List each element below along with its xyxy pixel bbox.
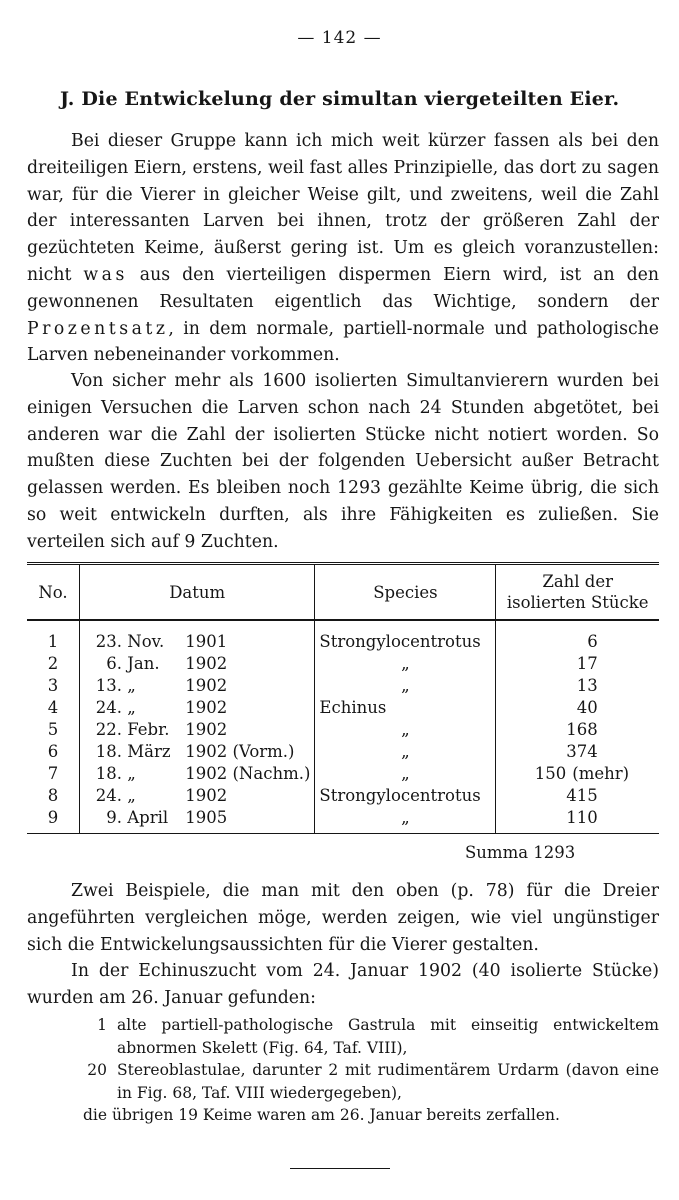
list-item-count: 1 — [97, 1016, 107, 1034]
cell-datum — [80, 807, 315, 834]
table-row — [27, 719, 659, 741]
date-month: „ — [127, 676, 136, 695]
date-day: 18. — [95, 764, 122, 783]
date-month: März — [127, 742, 171, 761]
section-heading: J. Die Entwickelung der simultan viergeteilten Eier. — [60, 88, 620, 110]
date-year: 1902 (Nachm.) — [185, 764, 311, 783]
cell-no: 7 — [27, 763, 80, 785]
cell-species: Strongylocentrotus — [315, 785, 496, 807]
table-row — [27, 807, 659, 834]
cell-no: 4 — [27, 697, 80, 719]
date-year: 1902 — [185, 698, 228, 717]
cell-no: 1 — [27, 620, 80, 653]
table-row — [27, 741, 659, 763]
count-value: 415 — [566, 786, 598, 805]
cultures-table — [27, 562, 659, 834]
list-item-text: alte partiell-pathologische Gastrula mit einseitig entwickeltem abnormen Skelett (Fig. 64, Taf. VIII), — [117, 1016, 659, 1057]
date-month: Jan. — [127, 654, 160, 673]
text-run: Bei dieser Gruppe kann ich mich weit kürzer fassen als bei den dreiteiligen Eiern, erstens, weil fast alles Prinzipielle, das dort zu sagen war, für die Vierer in gleicher Weise gilt, und zweitens, weil die Zahl der interessanten Larven bei ihnen, trotz der größeren Zahl der gezüchteten Keime, äußerst gering ist. Um es gleich voranzustellen: nicht — [27, 131, 659, 285]
date-year: 1902 — [185, 720, 228, 739]
cell-count — [496, 697, 659, 719]
date-year: 1902 — [185, 654, 228, 673]
paragraph-overview — [27, 368, 659, 556]
date-year: 1902 — [185, 786, 228, 805]
emphasis-was: was — [83, 264, 128, 285]
table-row — [27, 675, 659, 697]
header-datum: Datum — [80, 564, 315, 621]
header-no: No. — [27, 564, 80, 621]
header-zahl-line2: isolierten Stücke — [506, 593, 649, 612]
cell-datum — [80, 763, 315, 785]
table-row — [27, 620, 659, 653]
date-day: 22. — [95, 720, 122, 739]
date-day: 24. — [95, 698, 122, 717]
table-row — [27, 697, 659, 719]
cell-no: 6 — [27, 741, 80, 763]
list-item-count: 20 — [87, 1061, 107, 1079]
cell-count — [496, 675, 659, 697]
cell-datum — [80, 697, 315, 719]
list-closing-line: die übrigen 19 Keime waren am 26. Januar bereits zerfallen. — [83, 1106, 560, 1124]
cell-count — [496, 653, 659, 675]
page-number: — 142 — — [297, 28, 382, 48]
paragraph-text: Von sicher mehr als 1600 isolierten Simultanvierern wurden bei einigen Versuchen die Larven schon nach 24 Stunden abgetötet, bei anderen war die Zahl der isolierten Stücke nicht notiert worden. So mußten diese Zuchten bei der folgenden Uebersicht außer Betracht gelassen werden. Es bleiben noch 1293 gezählte Keime übrig, die sich so weit entwickeln durften, als ihre Fähigkeiten es zuließen. Sie verteilen sich auf 9 Zuchten. — [27, 371, 659, 552]
date-year: 1905 — [185, 808, 228, 827]
date-year: 1901 — [185, 632, 228, 651]
cell-count — [496, 807, 659, 834]
list-item-text: Stereoblastulae, darunter 2 mit rudimentärem Urdarm (davon eine in Fig. 68, Taf. VIII wiedergegeben), — [117, 1061, 659, 1102]
cell-count — [496, 763, 659, 785]
cell-datum — [80, 620, 315, 653]
cell-datum — [80, 675, 315, 697]
header-species: Species — [315, 564, 496, 621]
date-month: April — [127, 808, 169, 827]
date-year: 1902 (Vorm.) — [185, 742, 295, 761]
date-month: „ — [127, 786, 136, 805]
count-value: 17 — [576, 654, 598, 673]
date-day: 23. — [95, 632, 122, 651]
list-item — [27, 1014, 659, 1059]
cell-datum — [80, 653, 315, 675]
count-value: 374 — [566, 742, 598, 761]
count-note: (mehr) — [572, 764, 630, 783]
date-day: 18. — [95, 742, 122, 761]
count-value: 40 — [576, 698, 598, 717]
date-day: 6. — [106, 654, 122, 673]
cell-no: 8 — [27, 785, 80, 807]
paragraph-text: Zwei Beispiele, die man mit den oben (p. 78) für die Dreier angeführten vergleichen möge, werden zeigen, wie viel ungünstiger sich die Entwickelungsaussichten für die Vierer gestalten. — [27, 881, 659, 955]
date-month: „ — [127, 764, 136, 783]
date-month: Nov. — [127, 632, 165, 651]
paragraph-text: In der Echinuszucht vom 24. Januar 1902 (40 isolierte Stücke) wurden am 26. Januar gefunden: — [27, 961, 659, 1008]
date-day: 13. — [95, 676, 122, 695]
cell-species: Echinus — [315, 697, 496, 719]
cell-species: „ — [315, 719, 496, 741]
table-row — [27, 763, 659, 785]
table-body — [27, 620, 659, 834]
count-value: 6 — [587, 632, 598, 651]
count-value: 150 — [534, 764, 567, 783]
paragraph-intro — [27, 128, 659, 369]
table-header-row — [27, 564, 659, 621]
text-run: aus den vierteiligen dispermen Eiern wird, ist an den gewonnenen Resultaten eigentlich das Wichtige, sondern der — [27, 264, 659, 312]
cell-datum — [80, 741, 315, 763]
date-year: 1902 — [185, 676, 228, 695]
cell-datum — [80, 719, 315, 741]
count-value: 13 — [576, 676, 598, 695]
findings-list — [27, 1014, 659, 1127]
paragraph-examples — [27, 878, 659, 958]
cell-count — [496, 785, 659, 807]
date-month: Febr. — [127, 720, 170, 739]
cell-species: „ — [315, 675, 496, 697]
table-summa: Summa 1293 — [465, 843, 576, 862]
cell-count — [496, 741, 659, 763]
table-row — [27, 785, 659, 807]
header-zahl-line1: Zahl der — [542, 572, 614, 591]
cell-no: 9 — [27, 807, 80, 834]
emphasis-prozentsatz: Prozentsatz — [27, 318, 169, 339]
date-day: 24. — [95, 786, 122, 805]
cell-count — [496, 620, 659, 653]
cell-count — [496, 719, 659, 741]
table-row — [27, 653, 659, 675]
paragraph-echinus — [27, 958, 659, 1012]
cell-species: „ — [315, 763, 496, 785]
list-item — [27, 1059, 659, 1104]
cell-no: 2 — [27, 653, 80, 675]
count-value: 168 — [566, 720, 598, 739]
date-month: „ — [127, 698, 136, 717]
cell-no: 5 — [27, 719, 80, 741]
cell-species: „ — [315, 807, 496, 834]
count-value: 110 — [566, 808, 598, 827]
cell-species: „ — [315, 653, 496, 675]
end-rule — [290, 1168, 390, 1169]
cell-species: Strongylocentrotus — [315, 620, 496, 653]
date-day: 9. — [106, 808, 122, 827]
header-zahl — [496, 564, 659, 621]
text-run: , in dem normale, partiell-normale und pathologische Larven nebeneinander vorkommen. — [27, 318, 659, 366]
cell-species: „ — [315, 741, 496, 763]
cell-no: 3 — [27, 675, 80, 697]
cell-datum — [80, 785, 315, 807]
